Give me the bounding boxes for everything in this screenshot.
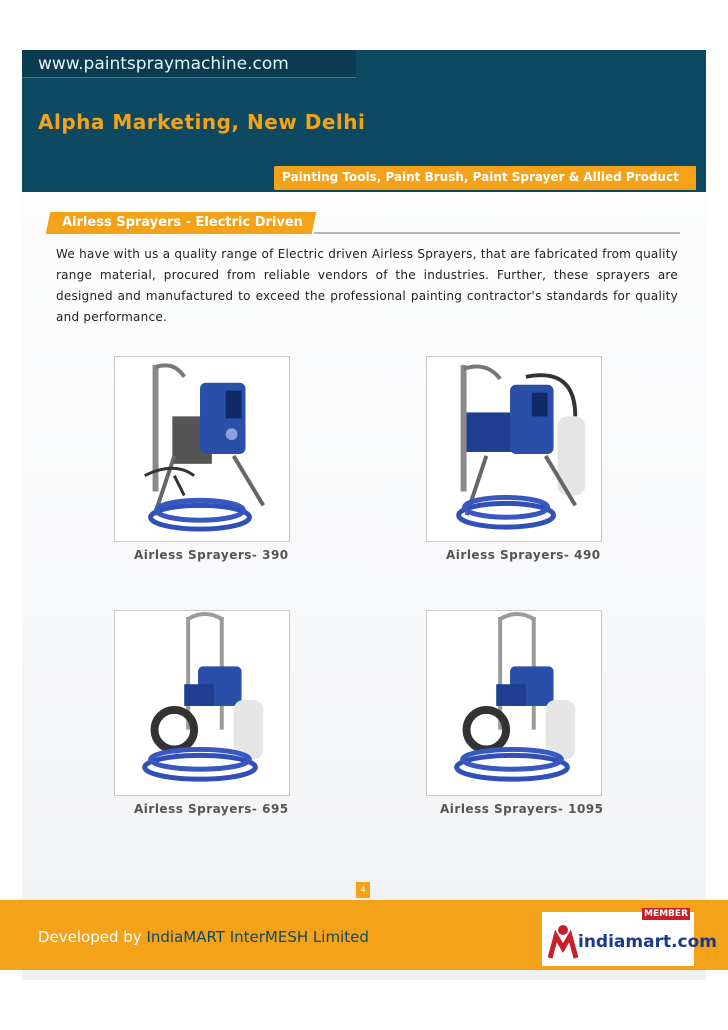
developed-by-label: Developed by (38, 928, 142, 946)
footer-credit (38, 928, 369, 946)
section-divider (314, 232, 680, 234)
tagline: Painting Tools, Paint Brush, Paint Sprayer & Allied Product (282, 170, 679, 184)
website-url[interactable]: www.paintspraymachine.com (38, 54, 289, 74)
section-title: Airless Sprayers - Electric Driven (62, 215, 303, 230)
product-image-695[interactable] (114, 610, 290, 796)
paint-sprayer-image (427, 357, 601, 541)
product-image-490[interactable] (426, 356, 602, 542)
member-badge: MEMBER (644, 909, 688, 919)
product-caption: Airless Sprayers- 490 (446, 548, 601, 562)
page-number: 4 (356, 882, 370, 898)
product-caption: Airless Sprayers- 695 (134, 802, 289, 816)
product-caption: Airless Sprayers- 1095 (440, 802, 604, 816)
product-image-1095[interactable] (426, 610, 602, 796)
developer-link[interactable]: IndiaMART InterMESH Limited (146, 928, 369, 946)
paint-sprayer-image (115, 357, 289, 541)
product-caption: Airless Sprayers- 390 (134, 548, 289, 562)
paint-sprayer-cart-image (115, 611, 289, 795)
indiamart-m-icon (548, 924, 578, 960)
section-description: We have with us a quality range of Electric driven Airless Sprayers, that are fabricated from quality range material, procured from reliable vendors of the industries. Further, these sprayers are designed and manufactured to exceed the professional painting contractor's standards for quality and performance. (56, 247, 678, 324)
indiamart-logo-text: indiamart.com (578, 932, 718, 952)
paint-sprayer-cart-image (427, 611, 601, 795)
product-image-390[interactable] (114, 356, 290, 542)
company-name: Alpha Marketing, New Delhi (38, 110, 366, 134)
